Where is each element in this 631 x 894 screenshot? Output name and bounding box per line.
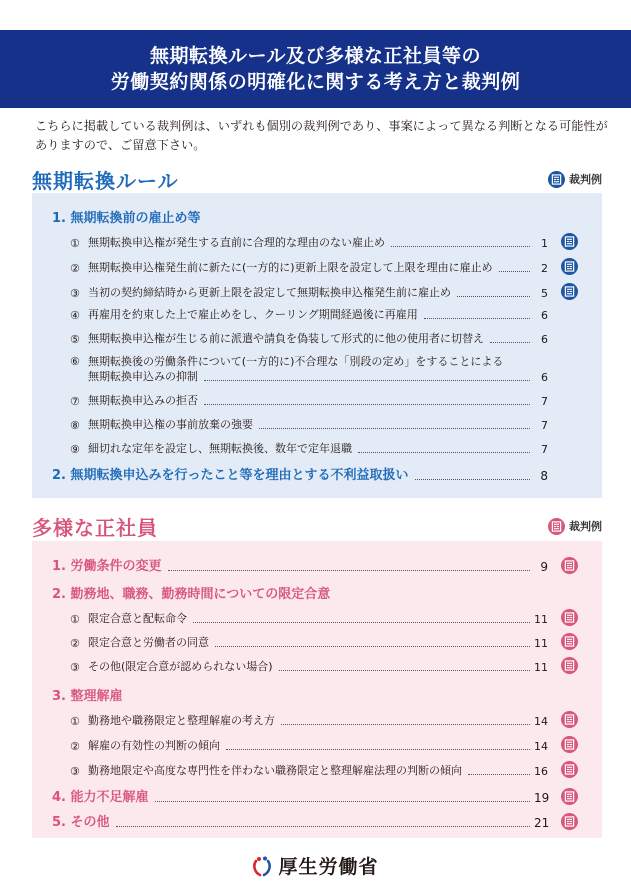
item-label: 解雇の有効性の判断の傾向	[88, 739, 220, 752]
page-number: 16	[534, 765, 548, 778]
leader-dots	[193, 622, 530, 623]
item-label: 無期転換申込権が発生する直前に合理的な理由のない雇止め	[88, 236, 385, 249]
item-number: ③	[70, 287, 80, 300]
item-number: ⑤	[70, 333, 80, 346]
group-heading-2: 2. 無期転換申込みを行ったこと等を理由とする不利益取扱い	[52, 468, 409, 483]
toc-item-continuation[interactable]	[88, 368, 548, 384]
section-title: 多様な正社員	[32, 515, 158, 540]
item-number: ④	[70, 309, 80, 322]
leader-dots	[358, 452, 530, 453]
item-label: 勤務地や職務限定と整理解雇の考え方	[88, 714, 275, 727]
page-number: 7	[541, 395, 548, 408]
page-number: 9	[540, 560, 548, 574]
item-number: ②	[70, 637, 80, 650]
leader-dots	[424, 318, 530, 319]
toc-item[interactable]	[70, 283, 578, 300]
item-number: ②	[70, 740, 80, 753]
page-number: 1	[541, 237, 548, 250]
leader-dots	[468, 774, 530, 775]
group-heading: 1. 労働条件の変更	[52, 559, 162, 574]
leader-dots	[116, 826, 530, 827]
item-label: 当初の契約締結時から更新上限を設定して無期転換申込権発生前に雇止め	[88, 286, 451, 299]
page-number: 6	[541, 309, 548, 322]
title-banner	[0, 30, 631, 108]
leader-dots	[168, 570, 530, 571]
page-number: 19	[534, 791, 550, 805]
group-heading: 4. 能力不足解雇	[52, 790, 149, 805]
page-number: 14	[534, 715, 548, 728]
group-heading-3: 3. 整理解雇	[52, 689, 123, 704]
toc-group-5[interactable]	[52, 811, 578, 830]
leader-dots	[204, 380, 530, 381]
toc-item[interactable]	[70, 609, 578, 626]
case-document-icon[interactable]	[561, 557, 578, 574]
page-number: 7	[541, 419, 548, 432]
ministry-name: 厚生労働省	[278, 856, 379, 878]
toc-item[interactable]	[70, 330, 548, 346]
toc-item[interactable]	[70, 392, 548, 408]
leader-dots	[279, 670, 530, 671]
section-title: 無期転換ルール	[32, 168, 179, 193]
leader-dots	[415, 479, 530, 480]
page-number: 2	[541, 262, 548, 275]
leader-dots	[155, 801, 530, 802]
section-header-tayou	[32, 511, 602, 541]
section-header-mukitenkan	[32, 164, 602, 194]
item-number: ⑥	[70, 355, 80, 368]
page-number: 11	[534, 661, 548, 674]
toc-item-multiline[interactable]	[70, 353, 503, 369]
item-label: 無期転換申込権発生前に新たに(一方的に)更新上限を設定して上限を理由に雇止め	[88, 261, 493, 274]
case-document-icon[interactable]	[561, 633, 578, 650]
leader-dots	[204, 404, 530, 405]
ministry-logo	[0, 852, 631, 879]
leader-dots	[259, 428, 530, 429]
item-label: 限定合意と配転命令	[88, 612, 187, 625]
case-document-icon[interactable]	[561, 761, 578, 778]
toc-group-1[interactable]	[52, 555, 578, 574]
item-label: 無期転換申込みの拒否	[88, 394, 198, 407]
leader-dots	[391, 246, 530, 247]
page-number: 14	[534, 740, 548, 753]
item-label: 無期転換申込権の事前放棄の強要	[88, 418, 253, 431]
item-label: 細切れな定年を設定し、無期転換後、数年で定年退職	[88, 442, 352, 455]
item-label: その他(限定合意が認められない場合)	[88, 660, 273, 673]
item-label: 限定合意と労働者の同意	[88, 636, 209, 649]
intro-note: こちらに掲載している裁判例は、いずれも個別の裁判例であり、事案によって異なる判断となる可能性がありますので、ご留意下さい。	[35, 119, 608, 152]
toc-group-2[interactable]	[52, 464, 548, 483]
toc-item[interactable]	[70, 416, 548, 432]
case-document-icon[interactable]	[561, 657, 578, 674]
case-legend	[548, 171, 602, 188]
page-number: 7	[541, 443, 548, 456]
leader-dots	[490, 342, 530, 343]
case-document-icon[interactable]	[561, 283, 578, 300]
page-number: 11	[534, 637, 548, 650]
toc-item[interactable]	[70, 258, 578, 275]
case-document-icon[interactable]	[561, 788, 578, 805]
case-legend	[548, 518, 602, 535]
item-number: ③	[70, 765, 80, 778]
page-number: 6	[541, 333, 548, 346]
leader-dots	[226, 749, 530, 750]
case-document-icon[interactable]	[561, 711, 578, 728]
item-label-continued: 無期転換申込みの抑制	[88, 370, 198, 383]
case-document-icon	[548, 518, 565, 535]
leader-dots	[499, 271, 530, 272]
panel-mukitenkan	[32, 193, 602, 498]
item-number: ①	[70, 237, 80, 250]
item-number: ⑨	[70, 443, 80, 456]
page-number: 21	[534, 816, 550, 830]
toc-item[interactable]	[70, 711, 578, 728]
legend-label: 裁判例	[569, 520, 602, 533]
title-line-2: 労働契約関係の明確化に関する考え方と裁判例	[110, 71, 521, 93]
toc-item[interactable]	[70, 657, 578, 674]
case-document-icon[interactable]	[561, 258, 578, 275]
toc-item[interactable]	[70, 440, 548, 456]
title-line-1: 無期転換ルール及び多様な正社員等の	[149, 45, 482, 67]
item-number: ⑧	[70, 419, 80, 432]
toc-item[interactable]	[70, 306, 548, 322]
mhlw-emblem-icon	[252, 855, 272, 877]
toc-item[interactable]	[70, 761, 578, 778]
page-number: 8	[540, 469, 548, 483]
page-number: 11	[534, 613, 548, 626]
item-number: ③	[70, 661, 80, 674]
legend-label: 裁判例	[569, 173, 602, 186]
case-document-icon[interactable]	[561, 813, 578, 830]
toc-item[interactable]	[70, 633, 578, 650]
case-document-icon	[548, 171, 565, 188]
toc-item[interactable]	[70, 233, 578, 250]
panel-tayou	[32, 541, 602, 838]
item-number: ⑦	[70, 395, 80, 408]
item-label: 無期転換申込権が生じる前に派遣や請負を偽装して形式的に他の使用者に切替え	[88, 332, 484, 345]
group-heading-1: 1. 無期転換前の雇止め等	[52, 211, 201, 226]
group-heading-2: 2. 勤務地、職務、勤務時間についての限定合意	[52, 587, 331, 602]
leader-dots	[457, 296, 530, 297]
case-document-icon[interactable]	[561, 609, 578, 626]
item-label: 無期転換後の労働条件について(一方的に)不合理な「別段の定め」をすることによる	[88, 355, 504, 368]
item-label: 再雇用を約束した上で雇止めをし、クーリング期間経過後に再雇用	[88, 308, 418, 321]
item-number: ①	[70, 715, 80, 728]
page-number: 6	[541, 371, 548, 384]
case-document-icon[interactable]	[561, 233, 578, 250]
toc-item[interactable]	[70, 736, 578, 753]
item-number: ①	[70, 613, 80, 626]
page-number: 5	[541, 287, 548, 300]
item-number: ②	[70, 262, 80, 275]
group-heading: 5. その他	[52, 815, 110, 830]
item-label: 勤務地限定や高度な専門性を伴わない職務限定と整理解雇法理の判断の傾向	[88, 764, 462, 777]
toc-group-4[interactable]	[52, 786, 578, 805]
leader-dots	[281, 724, 530, 725]
case-document-icon[interactable]	[561, 736, 578, 753]
leader-dots	[215, 646, 530, 647]
